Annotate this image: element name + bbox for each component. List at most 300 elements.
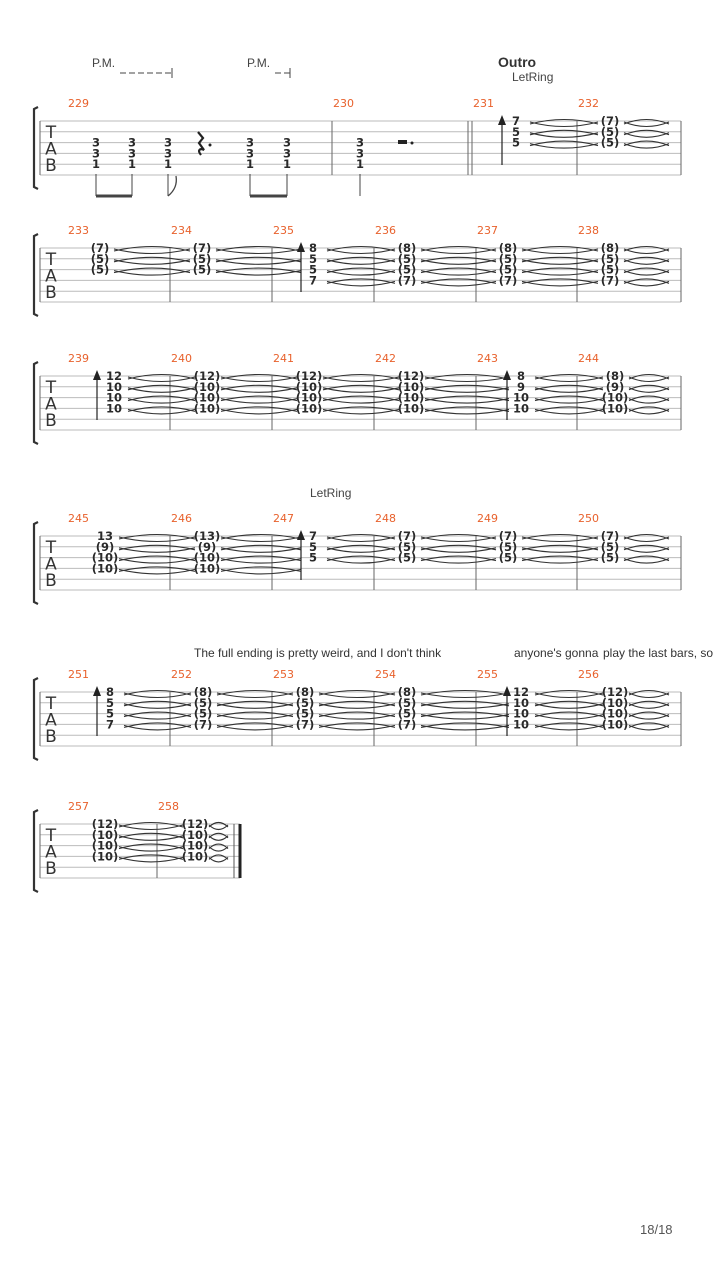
fret-number: (10) [181, 849, 209, 864]
tie-curve [323, 407, 399, 412]
tie-curve [624, 260, 669, 265]
tie-curve [327, 537, 395, 542]
fret-number: 10 [512, 706, 530, 721]
tie-curve [327, 260, 395, 265]
tie-curve [629, 725, 669, 730]
tie-curve [217, 715, 293, 720]
measure-number: 248 [375, 512, 396, 525]
measure-number: 257 [68, 800, 89, 813]
measure-number: 240 [171, 352, 192, 365]
fret-number: (9) [95, 539, 115, 554]
tie-curve [421, 268, 496, 273]
measure-number: 239 [68, 352, 89, 365]
fret-number: (12) [181, 817, 209, 831]
fret-number: (8) [397, 685, 417, 699]
tie-curve [221, 556, 301, 561]
tab-clef-letter: B [45, 571, 57, 591]
measure-number: 254 [375, 668, 396, 681]
tie-curve [624, 537, 669, 542]
tie-curve [522, 556, 598, 561]
tab-clef-letter: A [45, 710, 57, 731]
tie-curve [624, 249, 669, 254]
tie-curve [629, 712, 669, 717]
page-indicator: 18/18 [640, 1222, 673, 1237]
fret-number: 7 [105, 717, 115, 732]
tie-curve [221, 535, 301, 540]
tie-curve [522, 257, 598, 262]
measure-number: 232 [578, 97, 599, 110]
tie-curve [535, 407, 603, 412]
tie-curve [217, 723, 293, 728]
tie-curve [530, 141, 598, 146]
fret-number: 3 [282, 135, 292, 150]
tie-curve [209, 823, 228, 828]
fret-number: (5) [600, 539, 620, 554]
tab-clef-letter: A [45, 266, 57, 287]
tie-curve [323, 377, 399, 382]
tie-curve [327, 556, 395, 561]
tie-curve [128, 385, 195, 390]
tie-curve [114, 271, 190, 276]
fret-number: (7) [397, 529, 417, 543]
strum-arrow-head [297, 242, 305, 252]
strum-arrow-head [503, 686, 511, 696]
tie-curve [128, 375, 195, 380]
tie-curve [421, 693, 509, 698]
tie-curve [425, 396, 509, 401]
tie-curve [629, 715, 669, 720]
tie-curve [221, 548, 301, 553]
fret-number: (5) [397, 539, 417, 554]
fret-number: (9) [197, 539, 217, 554]
comment-text-3: play the last bars, so [603, 646, 714, 660]
tie-curve [535, 701, 603, 706]
tie-curve [624, 559, 669, 564]
tie-curve [209, 844, 228, 849]
tie-curve [535, 385, 603, 390]
rest-dot [209, 144, 212, 147]
tie-curve [421, 556, 496, 561]
palm-mute-label-2: P.M. [247, 56, 271, 70]
tie-curve [522, 271, 598, 276]
fret-number: 10 [105, 390, 123, 405]
fret-number: 7 [308, 273, 318, 288]
tie-curve [209, 855, 228, 860]
measure-number: 244 [578, 352, 599, 365]
tie-curve [323, 375, 399, 380]
tie-curve [624, 247, 669, 252]
fret-number: 3 [245, 146, 255, 161]
tie-curve [535, 396, 603, 401]
tie-curve [221, 559, 301, 564]
tie-curve [624, 268, 669, 273]
tie-curve [124, 701, 191, 706]
tie-curve [421, 559, 496, 564]
tie-curve [425, 385, 509, 390]
tie-curve [425, 407, 509, 412]
tie-curve [624, 122, 669, 127]
fret-number: 3 [282, 146, 292, 161]
tie-curve [119, 559, 195, 564]
tie-curve [624, 281, 669, 286]
tie-curve [128, 409, 195, 414]
tie-curve [624, 535, 669, 540]
tie-curve [629, 375, 669, 380]
fret-number: 10 [512, 401, 530, 416]
tab-clef-letter: A [45, 139, 57, 160]
tie-curve [629, 377, 669, 382]
tie-curve [319, 691, 395, 696]
tie-curve [629, 701, 669, 706]
measure-number: 249 [477, 512, 498, 525]
tie-curve [128, 377, 195, 382]
tie-curve [221, 399, 297, 404]
tie-curve [624, 144, 669, 149]
tie-curve [114, 247, 190, 252]
tie-curve [209, 857, 228, 862]
fret-number: (7) [397, 273, 417, 288]
tie-curve [530, 133, 598, 138]
tie-curve [629, 691, 669, 696]
tie-curve [124, 693, 191, 698]
tie-curve [323, 388, 399, 393]
tie-curve [216, 260, 301, 265]
tie-curve [327, 271, 395, 276]
fret-number: (10) [193, 379, 221, 394]
tie-curve [522, 247, 598, 252]
fret-number: (5) [397, 262, 417, 277]
tie-curve [124, 723, 191, 728]
fret-number: (5) [397, 550, 417, 565]
let-ring-label-1: LetRing [512, 70, 554, 84]
fret-number: (10) [295, 401, 323, 416]
tie-curve [119, 823, 183, 828]
tie-curve [535, 723, 603, 728]
measure-number: 229 [68, 97, 89, 110]
fret-number: 5 [308, 550, 318, 565]
fret-number: 12 [512, 685, 530, 699]
fret-number: (10) [601, 695, 629, 710]
tab-clef-letter: A [45, 842, 57, 863]
tie-curve [421, 257, 496, 262]
fret-number: (7) [90, 241, 110, 255]
tie-curve [221, 545, 301, 550]
fret-number: (5) [498, 251, 518, 266]
fret-number: 9 [516, 379, 526, 394]
tab-clef-letter: B [45, 283, 57, 303]
fret-number: (10) [601, 401, 629, 416]
fret-number: (5) [397, 706, 417, 721]
measure-number: 253 [273, 668, 294, 681]
fret-number: (10) [601, 717, 629, 732]
fret-number: (12) [193, 369, 221, 383]
fret-number: (7) [295, 717, 315, 732]
tie-curve [522, 535, 598, 540]
comment-text-1: The full ending is pretty weird, and I don't think [194, 646, 442, 660]
fret-number: (5) [600, 135, 620, 150]
fret-number: (5) [498, 539, 518, 554]
tie-curve [119, 556, 195, 561]
measure-number: 233 [68, 224, 89, 237]
fret-number: (7) [192, 241, 212, 255]
fret-number: (7) [498, 529, 518, 543]
tie-curve [327, 281, 395, 286]
tie-curve [327, 268, 395, 273]
tie-curve [535, 725, 603, 730]
tie-curve [425, 388, 509, 393]
tie-curve [535, 409, 603, 414]
fret-number: (12) [397, 369, 425, 383]
fret-number: (5) [192, 262, 212, 277]
fret-number: (10) [601, 706, 629, 721]
tie-curve [530, 144, 598, 149]
tie-curve [319, 712, 395, 717]
tie-curve [323, 399, 399, 404]
tab-clef-letter: T [45, 250, 57, 270]
tie-curve [421, 548, 496, 553]
fret-number: 5 [511, 135, 521, 150]
note-flag [168, 176, 176, 196]
tie-curve [119, 569, 195, 574]
tie-curve [323, 396, 399, 401]
fret-number: (5) [397, 695, 417, 710]
fret-number: 5 [308, 539, 318, 554]
fret-number: 5 [105, 706, 115, 721]
fret-number: (8) [397, 241, 417, 255]
tie-curve [421, 701, 509, 706]
tie-curve [327, 545, 395, 550]
fret-number: (12) [601, 685, 629, 699]
tie-curve [209, 847, 228, 852]
tie-curve [421, 691, 509, 696]
tie-curve [217, 691, 293, 696]
tie-curve [327, 257, 395, 262]
fret-number: 12 [105, 369, 123, 383]
tie-curve [221, 409, 297, 414]
measure-number: 237 [477, 224, 498, 237]
fret-number: (5) [193, 695, 213, 710]
fret-number: (10) [397, 379, 425, 394]
measure-number: 250 [578, 512, 599, 525]
tie-curve [624, 141, 669, 146]
fret-number: 3 [245, 135, 255, 150]
tab-clef-letter: B [45, 411, 57, 431]
tie-curve [327, 535, 395, 540]
comment-text-2: anyone's gonna [514, 646, 599, 660]
tie-curve [421, 535, 496, 540]
measure-number: 235 [273, 224, 294, 237]
fret-number: 3 [127, 135, 137, 150]
tie-curve [535, 399, 603, 404]
tie-curve [522, 279, 598, 284]
tie-curve [629, 396, 669, 401]
tie-curve [425, 409, 509, 414]
tie-curve [119, 857, 183, 862]
tie-curve [217, 704, 293, 709]
tie-curve [624, 120, 669, 125]
tie-curve [124, 715, 191, 720]
measure-number: 246 [171, 512, 192, 525]
tie-curve [535, 693, 603, 698]
fret-number: 8 [516, 369, 526, 383]
fret-number: (5) [600, 550, 620, 565]
fret-number: (10) [181, 838, 209, 853]
tie-curve [119, 567, 195, 572]
tie-curve [421, 545, 496, 550]
strum-arrow-head [93, 370, 101, 380]
tie-curve [522, 281, 598, 286]
fret-number: (5) [600, 262, 620, 277]
tie-curve [119, 836, 183, 841]
fret-number: (7) [193, 717, 213, 732]
measure-number: 230 [333, 97, 354, 110]
fret-number: 5 [308, 262, 318, 277]
section-title: Outro [498, 54, 537, 70]
fret-number: (10) [91, 849, 119, 864]
fret-number: 3 [91, 146, 101, 161]
fret-number: (12) [295, 369, 323, 383]
measure-number: 231 [473, 97, 494, 110]
tab-clef-letter: A [45, 394, 57, 415]
tie-curve [124, 712, 191, 717]
tab-clef-letter: T [45, 123, 57, 143]
tie-curve [327, 548, 395, 553]
fret-number: (7) [600, 529, 620, 543]
tie-curve [216, 271, 301, 276]
tie-curve [629, 399, 669, 404]
tie-curve [421, 537, 496, 542]
tie-curve [421, 725, 509, 730]
tie-curve [421, 715, 509, 720]
fret-number: 3 [163, 135, 173, 150]
fret-number: (8) [295, 685, 315, 699]
measure-number: 255 [477, 668, 498, 681]
tie-curve [629, 693, 669, 698]
fret-number: (10) [193, 401, 221, 416]
tie-curve [535, 377, 603, 382]
tie-curve [319, 701, 395, 706]
tie-curve [221, 537, 301, 542]
fret-number: (10) [397, 390, 425, 405]
tie-curve [221, 385, 297, 390]
tie-curve [209, 836, 228, 841]
fret-number: (9) [605, 379, 625, 394]
tie-curve [425, 375, 509, 380]
fret-number: (10) [295, 379, 323, 394]
tie-curve [421, 281, 496, 286]
fret-number: (5) [90, 262, 110, 277]
tie-curve [114, 257, 190, 262]
tab-clef-letter: B [45, 859, 57, 879]
tie-curve [216, 257, 301, 262]
tie-curve [119, 825, 183, 830]
tie-curve [624, 279, 669, 284]
quarter-rest [198, 132, 204, 155]
fret-number: (13) [193, 529, 221, 543]
fret-number: (8) [605, 369, 625, 383]
fret-number: (7) [498, 273, 518, 288]
tie-curve [530, 130, 598, 135]
tie-curve [217, 725, 293, 730]
fret-number: (10) [181, 827, 209, 842]
tie-curve [119, 548, 195, 553]
fret-number: 13 [96, 529, 114, 543]
tie-curve [425, 399, 509, 404]
fret-number: (5) [498, 550, 518, 565]
fret-number: (10) [193, 561, 221, 576]
tie-curve [522, 537, 598, 542]
fret-number: (10) [91, 838, 119, 853]
system-bracket [34, 107, 38, 189]
tie-curve [421, 249, 496, 254]
tie-curve [128, 396, 195, 401]
tie-curve [421, 247, 496, 252]
tie-curve [209, 825, 228, 830]
tie-curve [535, 712, 603, 717]
fret-number: (10) [193, 390, 221, 405]
tie-curve [327, 249, 395, 254]
fret-number: 7 [308, 529, 318, 543]
fret-number: 10 [512, 390, 530, 405]
tie-curve [221, 375, 297, 380]
tie-curve [128, 399, 195, 404]
tie-curve [221, 407, 297, 412]
fret-number: (8) [193, 685, 213, 699]
tie-curve [535, 388, 603, 393]
tie-curve [522, 260, 598, 265]
tie-curve [221, 396, 297, 401]
tie-curve [535, 704, 603, 709]
let-ring-label-2: LetRing [310, 486, 352, 500]
fret-number: 10 [105, 401, 123, 416]
tab-clef-letter: T [45, 826, 57, 846]
fret-number: (10) [91, 550, 119, 565]
measure-number: 252 [171, 668, 192, 681]
system-bracket [34, 810, 38, 892]
tie-curve [522, 545, 598, 550]
fret-number: 10 [512, 717, 530, 732]
fret-number: (7) [600, 114, 620, 128]
fret-number: 1 [245, 157, 255, 172]
fret-number: (10) [193, 550, 221, 565]
measure-number: 238 [578, 224, 599, 237]
fret-number: 10 [512, 695, 530, 710]
tie-curve [522, 268, 598, 273]
tie-curve [327, 559, 395, 564]
tie-curve [421, 271, 496, 276]
system-bracket [34, 678, 38, 760]
fret-number: 8 [105, 685, 115, 699]
tie-curve [624, 556, 669, 561]
tie-curve [624, 548, 669, 553]
tie-curve [522, 559, 598, 564]
fret-number: (8) [498, 241, 518, 255]
tie-curve [217, 712, 293, 717]
tie-curve [535, 691, 603, 696]
tie-curve [323, 409, 399, 414]
measure-number: 242 [375, 352, 396, 365]
fret-number: 1 [91, 157, 101, 172]
tab-clef-letter: B [45, 156, 57, 176]
tie-curve [624, 545, 669, 550]
tie-curve [629, 388, 669, 393]
fret-number: 5 [511, 124, 521, 139]
fret-number: 1 [355, 157, 365, 172]
measure-number: 247 [273, 512, 294, 525]
measure-number: 241 [273, 352, 294, 365]
tie-curve [128, 407, 195, 412]
strum-arrow-head [498, 115, 506, 125]
